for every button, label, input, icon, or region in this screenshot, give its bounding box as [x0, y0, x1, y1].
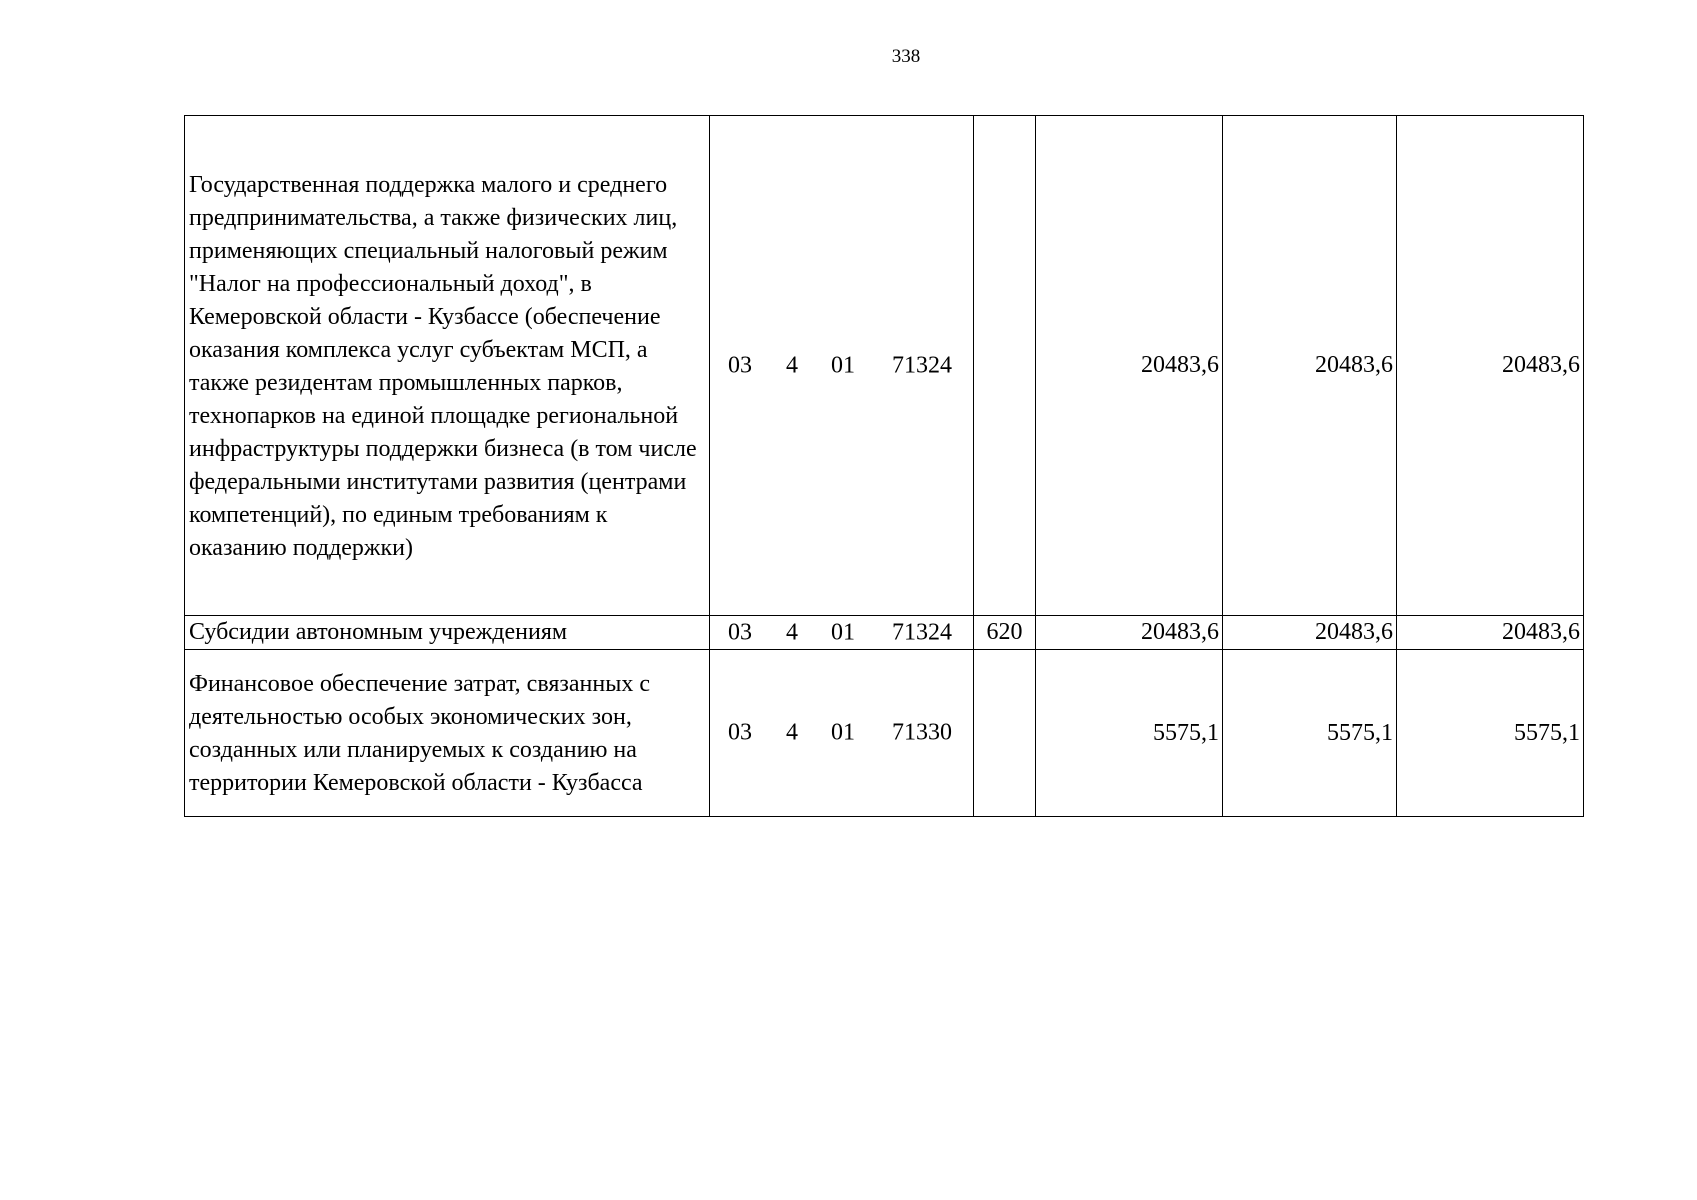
value-1: 20483,6 — [1036, 616, 1223, 650]
table-row — [185, 616, 1584, 650]
direction-code: 71330 — [892, 719, 952, 746]
value-2: 5575,1 — [1223, 650, 1397, 817]
main-event-code: 01 — [831, 352, 855, 378]
row-codes — [710, 650, 974, 817]
subprogram-code: 4 — [786, 619, 798, 645]
expense-type-code — [974, 650, 1036, 817]
row-description: Финансовое обеспечение затрат, связанных с деятельностью особых экономических зон, созданных или планируемых к созданию на территории Кемеровской области - Кузбасса — [185, 650, 710, 817]
budget-table — [184, 115, 1584, 817]
row-codes — [710, 116, 974, 616]
program-code: 03 — [728, 719, 752, 746]
page-number: 338 — [891, 46, 921, 67]
expense-type-code — [974, 116, 1036, 616]
main-event-code: 01 — [831, 619, 855, 645]
program-code: 03 — [728, 352, 752, 378]
value-3: 20483,6 — [1397, 116, 1584, 616]
row-description: Государственная поддержка малого и среднего предпринимательства, а также физических лиц, применяющих специальный налоговый режим "Налог на профессиональный доход", в Кемеровской области - Кузбассе (обеспечение оказания комплекса услуг субъектам МСП, а также резидентам промышленных парков, технопарков на единой площадке региональной инфраструктуры поддержки бизнеса (в том числе федеральными институтами развития (центрами компетенций), по единым требованиям к оказанию поддержки) — [185, 116, 710, 616]
value-3: 5575,1 — [1397, 650, 1584, 817]
value-1: 20483,6 — [1036, 116, 1223, 616]
subprogram-code: 4 — [786, 352, 798, 378]
value-2: 20483,6 — [1223, 616, 1397, 650]
value-1: 5575,1 — [1036, 650, 1223, 817]
row-description: Субсидии автономным учреждениям — [185, 616, 710, 650]
main-event-code: 01 — [831, 719, 855, 746]
direction-code: 71324 — [892, 619, 952, 645]
table-row — [185, 650, 1584, 817]
value-2: 20483,6 — [1223, 116, 1397, 616]
value-3: 20483,6 — [1397, 616, 1584, 650]
table-row — [185, 116, 1584, 616]
row-codes — [710, 616, 974, 650]
program-code: 03 — [728, 619, 752, 645]
direction-code: 71324 — [892, 352, 952, 378]
subprogram-code: 4 — [786, 719, 798, 746]
expense-type-code: 620 — [974, 616, 1036, 650]
